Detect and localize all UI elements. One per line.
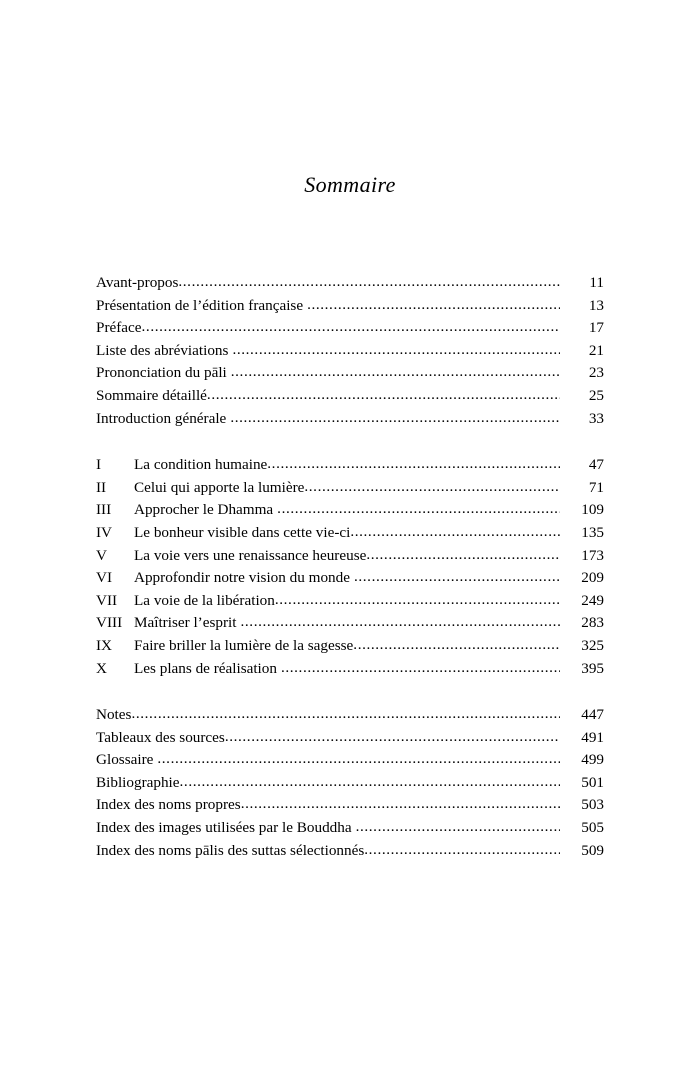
toc-entry[interactable] — [96, 545, 604, 568]
toc-entry[interactable] — [96, 295, 604, 318]
toc-leader-dots — [230, 407, 560, 430]
toc-entry-page-number: 499 — [581, 751, 604, 769]
toc-entry[interactable] — [96, 362, 604, 385]
toc-entry-label: Présentation de l’édition française — [96, 296, 304, 314]
toc-entry[interactable] — [96, 635, 604, 658]
toc-entry[interactable] — [96, 477, 604, 500]
toc-leader-dots — [356, 816, 560, 839]
toc-entry-numeral: VII — [96, 591, 118, 609]
toc-entry-page-number: 23 — [588, 364, 604, 382]
toc-entry[interactable] — [96, 612, 604, 635]
toc-entry-page-number: 249 — [581, 591, 604, 609]
toc-entry-page-number: 173 — [581, 546, 604, 564]
toc-entry[interactable] — [96, 794, 604, 817]
toc-entry-title: Faire briller la lumière de la sagesse — [134, 636, 354, 654]
toc-leader-dots — [225, 726, 560, 749]
toc-entry-label — [96, 590, 275, 613]
toc-entry-numeral: III — [96, 501, 112, 519]
toc-entry[interactable] — [96, 317, 604, 340]
toc-entry-label — [96, 522, 350, 545]
toc-entry[interactable] — [96, 340, 604, 363]
toc-leader-dots — [232, 339, 560, 362]
toc-entry-numeral: II — [96, 478, 107, 496]
toc-entry-label: Sommaire détaillé — [96, 386, 207, 404]
toc-entry-label: Notes — [96, 706, 132, 724]
toc-entry-page-number: 325 — [581, 636, 604, 654]
toc-entry-numeral: V — [96, 546, 107, 564]
toc-entry-page-number: 283 — [581, 614, 604, 632]
toc-entry-label — [96, 612, 237, 635]
toc-entry-page-number: 505 — [581, 819, 604, 837]
toc-entry-numeral: IX — [96, 636, 113, 654]
toc-leader-dots — [142, 316, 560, 339]
group-divider — [96, 680, 604, 704]
toc-entry-label: Bibliographie — [96, 773, 180, 791]
toc-entry[interactable] — [96, 499, 604, 522]
toc-entry-title: Les plans de réalisation — [134, 659, 277, 677]
toc-leader-dots — [277, 498, 560, 521]
toc-entry-page-number: 11 — [589, 274, 604, 291]
toc-leader-dots — [207, 384, 560, 407]
toc-entry-page-number: 33 — [588, 409, 604, 427]
toc-entry-title: Approcher le Dhamma — [134, 501, 274, 519]
toc-entry-page-number: 71 — [588, 478, 604, 496]
toc-entry[interactable] — [96, 817, 604, 840]
toc-entry-title: La condition humaine — [134, 456, 268, 474]
toc-entry-page-number: 25 — [588, 386, 604, 404]
toc-entry-title: Approfondir notre vision du monde — [134, 569, 350, 587]
page-title: Sommaire — [304, 172, 396, 197]
toc-entry-page-number: 47 — [588, 456, 604, 474]
toc-entry-page-number: 21 — [588, 341, 604, 359]
toc-entry-label: Prononciation du pāli — [96, 364, 227, 382]
toc-entry[interactable] — [96, 590, 604, 613]
toc-entry-label: Liste des abréviations — [96, 341, 229, 359]
toc-entry-label: Index des noms pālis des suttas sélectionnés — [96, 841, 365, 859]
table-of-contents — [96, 198, 604, 862]
toc-leader-dots — [241, 611, 561, 634]
toc-entry-page-number: 17 — [588, 319, 604, 337]
toc-entry[interactable] — [96, 567, 604, 590]
toc-leader-dots — [241, 793, 560, 816]
toc-entry[interactable] — [96, 522, 604, 545]
toc-entry-page-number: 501 — [581, 773, 604, 791]
toc-leader-dots — [350, 521, 560, 544]
toc-entry-page-number: 109 — [581, 501, 604, 519]
toc-entry-label — [96, 454, 267, 477]
group-divider — [96, 430, 604, 454]
toc-entry[interactable] — [96, 272, 604, 295]
toc-leader-dots — [353, 634, 560, 657]
toc-entry-label — [96, 477, 304, 500]
toc-group-front-matter — [96, 272, 604, 430]
toc-leader-dots — [304, 476, 560, 499]
toc-entry-label: Index des images utilisées par le Bouddha — [96, 819, 352, 837]
toc-entry-title: La voie vers une renaissance heureuse — [134, 546, 367, 564]
toc-entry-numeral: X — [96, 659, 107, 677]
toc-entry-label — [96, 635, 353, 658]
toc-entry-numeral: VI — [96, 569, 113, 587]
toc-entry-label: Glossaire — [96, 751, 154, 769]
toc-entry-title: Le bonheur visible dans cette vie-ci — [134, 523, 351, 541]
toc-entry[interactable] — [96, 408, 604, 431]
toc-entry-page-number: 395 — [581, 659, 604, 677]
toc-entry-numeral: VIII — [96, 614, 123, 632]
toc-entry-label: Préface — [96, 319, 142, 337]
toc-entry-page-number: 509 — [581, 841, 604, 859]
toc-entry-label — [96, 658, 277, 681]
toc-entry-page-number: 503 — [581, 796, 604, 814]
toc-leader-dots — [366, 544, 560, 567]
toc-entry-numeral: I — [96, 456, 102, 474]
toc-entry-label — [96, 499, 273, 522]
toc-entry-label: Introduction générale — [96, 409, 227, 427]
toc-leader-dots — [267, 453, 560, 476]
toc-entry-title: Maîtriser l’esprit — [134, 614, 237, 632]
toc-leader-dots — [131, 703, 560, 726]
toc-group-back-matter — [96, 704, 604, 862]
toc-entry-label — [96, 545, 366, 568]
toc-entry-page-number: 135 — [581, 523, 604, 541]
toc-group-chapters — [96, 454, 604, 680]
toc-leader-dots — [364, 839, 560, 862]
toc-entry-label: Tableaux des sources — [96, 728, 225, 746]
toc-entry[interactable] — [96, 658, 604, 681]
toc-leader-dots — [275, 589, 560, 612]
toc-entry[interactable] — [96, 727, 604, 750]
toc-entry-label: Avant-propos — [96, 274, 179, 291]
toc-entry[interactable] — [96, 454, 604, 477]
toc-entry[interactable] — [96, 749, 604, 772]
toc-entry-page-number: 447 — [581, 706, 604, 724]
toc-leader-dots — [157, 748, 560, 771]
toc-entry[interactable] — [96, 840, 604, 863]
toc-entry-page-number: 209 — [581, 569, 604, 587]
toc-leader-dots — [178, 271, 560, 294]
toc-entry-page-number: 491 — [581, 728, 604, 746]
toc-entry-title: La voie de la libération — [134, 591, 275, 609]
toc-leader-dots — [281, 657, 560, 680]
toc-entry-numeral: IV — [96, 523, 113, 541]
toc-entry[interactable] — [96, 385, 604, 408]
toc-leader-dots — [307, 294, 560, 317]
toc-entry-label — [96, 567, 350, 590]
toc-leader-dots — [354, 566, 560, 589]
toc-entry[interactable] — [96, 704, 604, 727]
toc-entry-title: Celui qui apporte la lumière — [134, 478, 305, 496]
toc-entry-page-number: 13 — [588, 296, 604, 314]
toc-entry[interactable] — [96, 772, 604, 795]
toc-leader-dots — [180, 771, 560, 794]
toc-leader-dots — [231, 361, 560, 384]
toc-entry-label: Index des noms propres — [96, 796, 241, 814]
